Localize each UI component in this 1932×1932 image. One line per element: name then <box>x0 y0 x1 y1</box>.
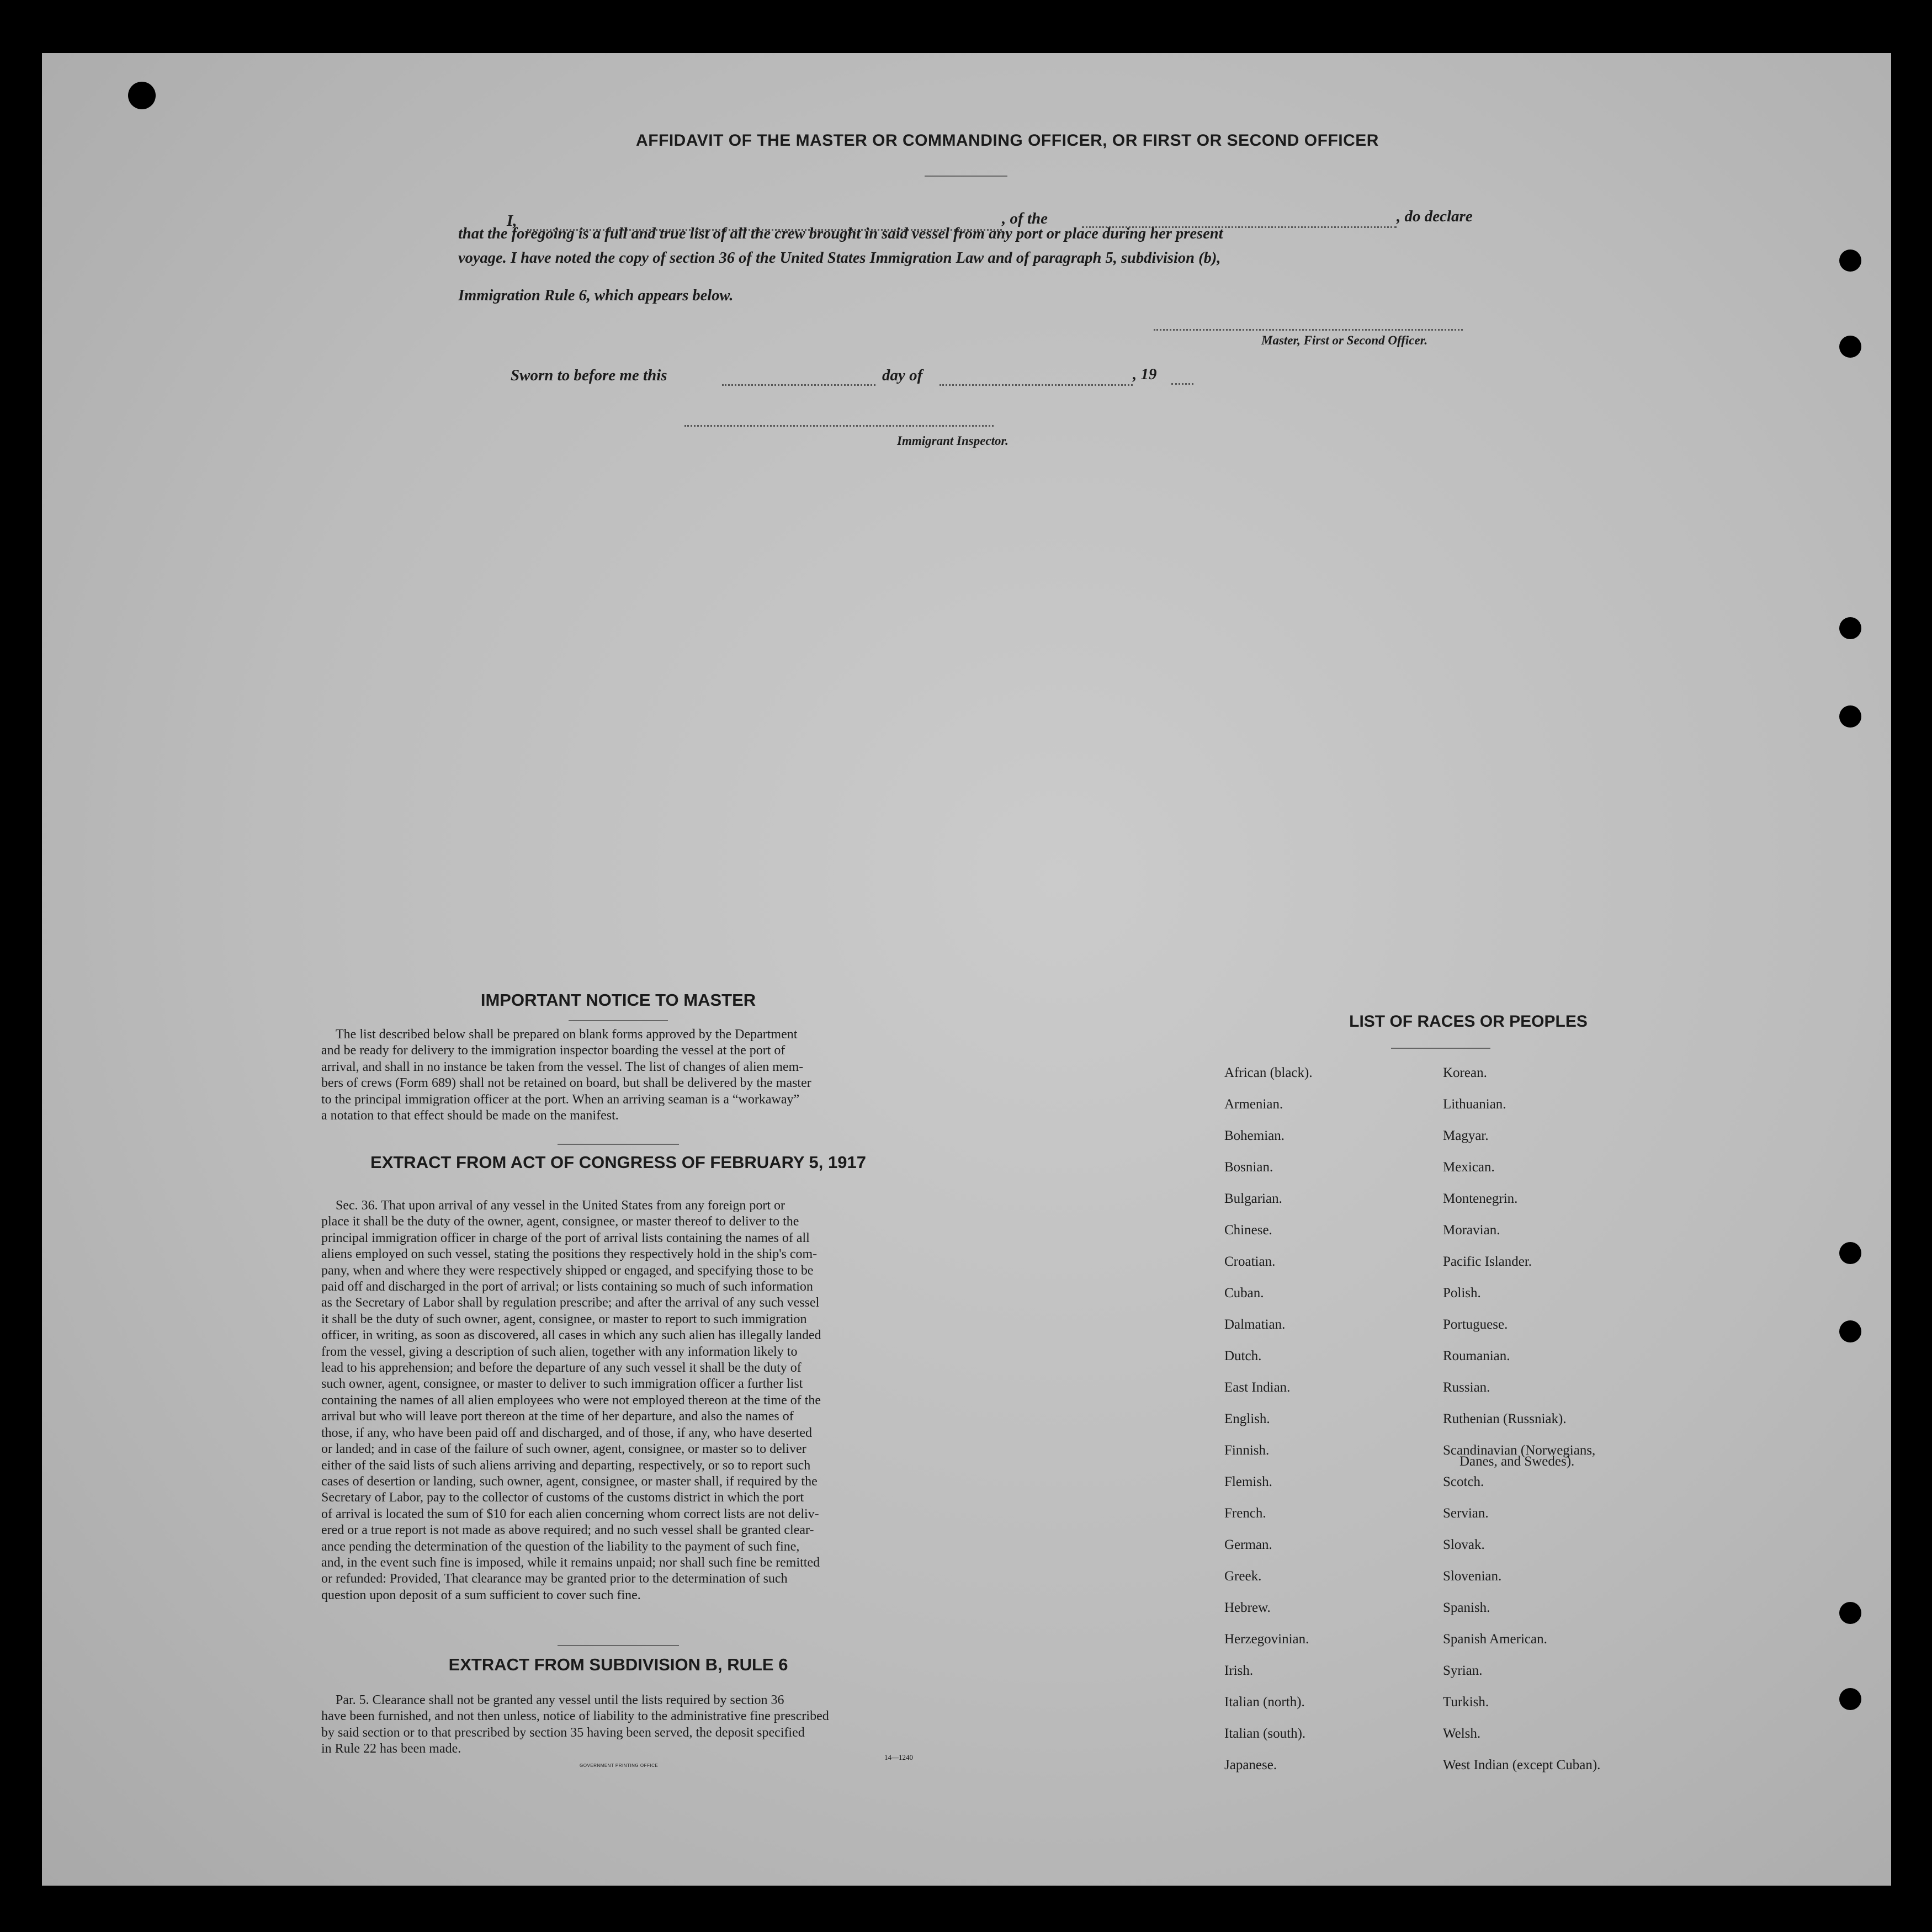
notice-line: to the principal immigration officer at the port. When an arriving seaman is a “workaway” <box>321 1092 800 1107</box>
signature-blank <box>1154 329 1463 331</box>
race-item: Herzegovinian. <box>1224 1632 1309 1647</box>
affidavit-line-1-i: I, <box>507 212 517 230</box>
form-number: 14—1240 <box>884 1753 913 1761</box>
act-line: officer, in writing, as soon as discovered, all cases in which any such alien has illegally landed <box>321 1328 821 1343</box>
punch-hole <box>128 82 156 109</box>
race-item: East Indian. <box>1224 1380 1291 1395</box>
race-item: Armenian. <box>1224 1097 1283 1112</box>
notice-body <box>321 1027 934 1124</box>
act-line: arrival but who will leave port thereon at the time of her departure, and also the names of <box>321 1409 794 1424</box>
race-item: Spanish. <box>1443 1600 1490 1615</box>
race-item: Spanish American. <box>1443 1632 1547 1647</box>
race-item: Dutch. <box>1224 1349 1262 1363</box>
affidavit-line-2: that the foregoing is a full and true list of all the crew brought in said vessel from any port or place during her present <box>458 225 1223 242</box>
act-line: cases of desertion or landing, such owner, agent, consignee, or master shall, if required by the <box>321 1474 818 1489</box>
race-item: Syrian. <box>1443 1663 1483 1678</box>
signature-label: Master, First or Second Officer. <box>1261 333 1428 347</box>
race-item: Chinese. <box>1224 1223 1272 1238</box>
sworn-label: Sworn to before me this <box>511 367 667 384</box>
race-item: Welsh. <box>1443 1726 1481 1741</box>
race-item: Dalmatian. <box>1224 1317 1286 1332</box>
act-line: such owner, agent, consignee, or master to deliver to such immigration officer a further list <box>321 1377 803 1392</box>
races-right-column <box>1443 1065 1600 1789</box>
affidavit-line-3: voyage. I have noted the copy of section 36 of the United States Immigration Law and of paragraph 5, subdivision (b), <box>458 250 1221 267</box>
act-line: or refunded: Provided, That clearance may be granted prior to the determination of such <box>321 1572 788 1586</box>
act-divider <box>558 1645 679 1646</box>
notice-line: arrival, and shall in no instance be taken from the vessel. The list of changes of alien mem- <box>321 1059 804 1074</box>
act-line: place it shall be the duty of the owner, agent, consignee, or master thereof to deliver to the <box>321 1214 799 1229</box>
race-item: Lithuanian. <box>1443 1097 1506 1112</box>
punch-hole <box>1839 705 1861 728</box>
sworn-day-blank <box>722 384 875 386</box>
race-item: Servian. <box>1443 1506 1489 1521</box>
inspector-signature-blank <box>684 425 994 427</box>
races-heading-rule <box>1391 1048 1490 1049</box>
race-item: Finnish. <box>1224 1443 1270 1458</box>
race-item: Turkish. <box>1443 1695 1489 1710</box>
race-item: Irish. <box>1224 1663 1254 1678</box>
punch-hole <box>1839 617 1861 639</box>
race-item: Pacific Islander. <box>1443 1254 1532 1269</box>
rule-line: have been furnished, and not then unless, notice of liability to the administrative fine prescribed <box>321 1709 829 1724</box>
document-page <box>42 53 1891 1886</box>
race-item: Russian. <box>1443 1380 1490 1395</box>
race-item: Moravian. <box>1443 1223 1500 1238</box>
act-line: and, in the event such fine is imposed, while it remains unpaid; nor shall such fine be remitted <box>321 1555 820 1570</box>
act-line: either of the said lists of such aliens arriving and departing, respectively, or so to report such <box>321 1458 811 1473</box>
affidavit-line-1-of: , of the <box>1002 210 1048 227</box>
race-item: Scandinavian (Norwegians, <box>1443 1443 1596 1458</box>
sworn-year-blank <box>1171 383 1193 385</box>
punch-hole <box>1839 1602 1861 1624</box>
race-item: Croatian. <box>1224 1254 1276 1269</box>
race-item: Korean. <box>1443 1065 1487 1080</box>
notice-heading: IMPORTANT NOTICE TO MASTER <box>480 990 756 1010</box>
act-line: ance pending the determination of the question of the liability to the payment of such fine, <box>321 1539 800 1554</box>
race-item: Slovak. <box>1443 1537 1485 1552</box>
race-item: Italian (north). <box>1224 1695 1305 1710</box>
notice-line: bers of crews (Form 689) shall not be retained on board, but shall be delivered by the master <box>321 1076 811 1091</box>
race-item: Cuban. <box>1224 1286 1264 1301</box>
title-underline <box>925 176 1007 177</box>
race-item: Greek. <box>1224 1569 1262 1584</box>
race-item: Japanese. <box>1224 1758 1277 1772</box>
race-item: Bohemian. <box>1224 1128 1285 1143</box>
race-item: Bulgarian. <box>1224 1191 1282 1206</box>
act-line: of arrival is located the sum of $10 for each alien concerning whom correct lists are not deliv- <box>321 1506 819 1521</box>
notice-divider <box>558 1144 679 1145</box>
act-body <box>321 1198 934 1604</box>
race-item: English. <box>1224 1411 1270 1426</box>
act-line: as the Secretary of Labor shall by regulation prescribe; and after the arrival of any such vessel <box>321 1296 820 1310</box>
race-item: Magyar. <box>1443 1128 1489 1143</box>
act-heading: EXTRACT FROM ACT OF CONGRESS OF FEBRUARY 5, 1917 <box>370 1153 866 1172</box>
notice-heading-rule <box>569 1020 668 1021</box>
rule-body <box>321 1692 934 1758</box>
act-line: lead to his apprehension; and before the departure of any such vessel it shall be the duty of <box>321 1361 802 1376</box>
race-item: West Indian (except Cuban). <box>1443 1758 1601 1772</box>
affidavit-line-1-declare: , do declare <box>1397 208 1473 225</box>
race-item: Scotch. <box>1443 1474 1484 1489</box>
notice-line: The list described below shall be prepared on blank forms approved by the Department <box>336 1027 798 1042</box>
race-item: Portuguese. <box>1443 1317 1508 1332</box>
day-of-label: day of <box>882 367 923 384</box>
act-line: from the vessel, giving a description of such alien, together with any information likely to <box>321 1344 798 1359</box>
act-line: Sec. 36. That upon arrival of any vessel in the United States from any foreign port or <box>336 1198 785 1213</box>
act-line: ered or a true report is not made as above required; and no such vessel shall be granted clear- <box>321 1523 814 1538</box>
race-item: Hebrew. <box>1224 1600 1271 1615</box>
race-item: German. <box>1224 1537 1272 1552</box>
inspector-label: Immigrant Inspector. <box>897 434 1009 448</box>
rule-line: Par. 5. Clearance shall not be granted any vessel until the lists required by section 36 <box>336 1693 784 1707</box>
race-item: Ruthenian (Russniak). <box>1443 1411 1567 1426</box>
act-line: those, if any, who have been paid off and discharged, and of those, if any, who have deserted <box>321 1425 813 1440</box>
punch-hole <box>1839 1688 1861 1710</box>
race-item: French. <box>1224 1506 1266 1521</box>
act-line: pany, when and where they were respectively shipped or engaged, and specifying those to be <box>321 1263 814 1278</box>
race-item: African (black). <box>1224 1065 1313 1080</box>
race-item: Bosnian. <box>1224 1160 1273 1175</box>
act-line: it shall be the duty of such owner, agent, consignee, or master to report to such immigration <box>321 1312 807 1326</box>
act-line: aliens employed on such vessel, stating the positions they respectively hold in the ship's com- <box>321 1247 818 1262</box>
race-item: Montenegrin. <box>1443 1191 1518 1206</box>
act-line: paid off and discharged in the port of arrival; or lists containing so much of such information <box>321 1280 813 1294</box>
act-line: Secretary of Labor, pay to the collector of customs of the customs district in which the port <box>321 1490 804 1505</box>
races-left-column <box>1224 1065 1313 1789</box>
punch-hole <box>1839 336 1861 358</box>
year-label: , 19 <box>1133 365 1157 383</box>
rule-line: by said section or to that prescribed by section 35 having been served, the deposit specified <box>321 1725 805 1740</box>
affidavit-title: AFFIDAVIT OF THE MASTER OR COMMANDING OFFICER, OR FIRST OR SECOND OFFICER <box>636 131 1379 150</box>
printer-imprint: GOVERNMENT PRINTING OFFICE <box>580 1763 659 1768</box>
race-item: Mexican. <box>1443 1160 1495 1175</box>
punch-hole <box>1839 1320 1861 1342</box>
affidavit-line-4: Immigration Rule 6, which appears below. <box>458 287 734 304</box>
act-line: containing the names of all alien employees who were not employed thereon at the time of the <box>321 1393 821 1408</box>
race-item: Italian (south). <box>1224 1726 1306 1741</box>
punch-hole <box>1839 250 1861 272</box>
race-item: Polish. <box>1443 1286 1481 1301</box>
rule-line: in Rule 22 has been made. <box>321 1742 461 1756</box>
race-item-continuation: Danes, and Swedes). <box>1459 1454 1575 1469</box>
sworn-month-blank <box>940 384 1133 386</box>
race-item: Flemish. <box>1224 1474 1272 1489</box>
act-line: or landed; and in case of the failure of such owner, agent, consignee, or master so to deliver <box>321 1442 806 1457</box>
races-heading: LIST OF RACES OR PEOPLES <box>1349 1012 1588 1031</box>
race-item: Roumanian. <box>1443 1349 1510 1363</box>
act-line: question upon deposit of a sum sufficient to cover such fine. <box>321 1588 641 1602</box>
punch-hole <box>1839 1242 1861 1264</box>
notice-line: and be ready for delivery to the immigration inspector boarding the vessel at the port of <box>321 1043 785 1058</box>
rule-heading: EXTRACT FROM SUBDIVISION B, RULE 6 <box>448 1655 788 1674</box>
notice-line: a notation to that effect should be made on the manifest. <box>321 1108 619 1123</box>
race-item: Slovenian. <box>1443 1569 1502 1584</box>
act-line: principal immigration officer in charge of the port of arrival lists containing the names of all <box>321 1230 810 1245</box>
